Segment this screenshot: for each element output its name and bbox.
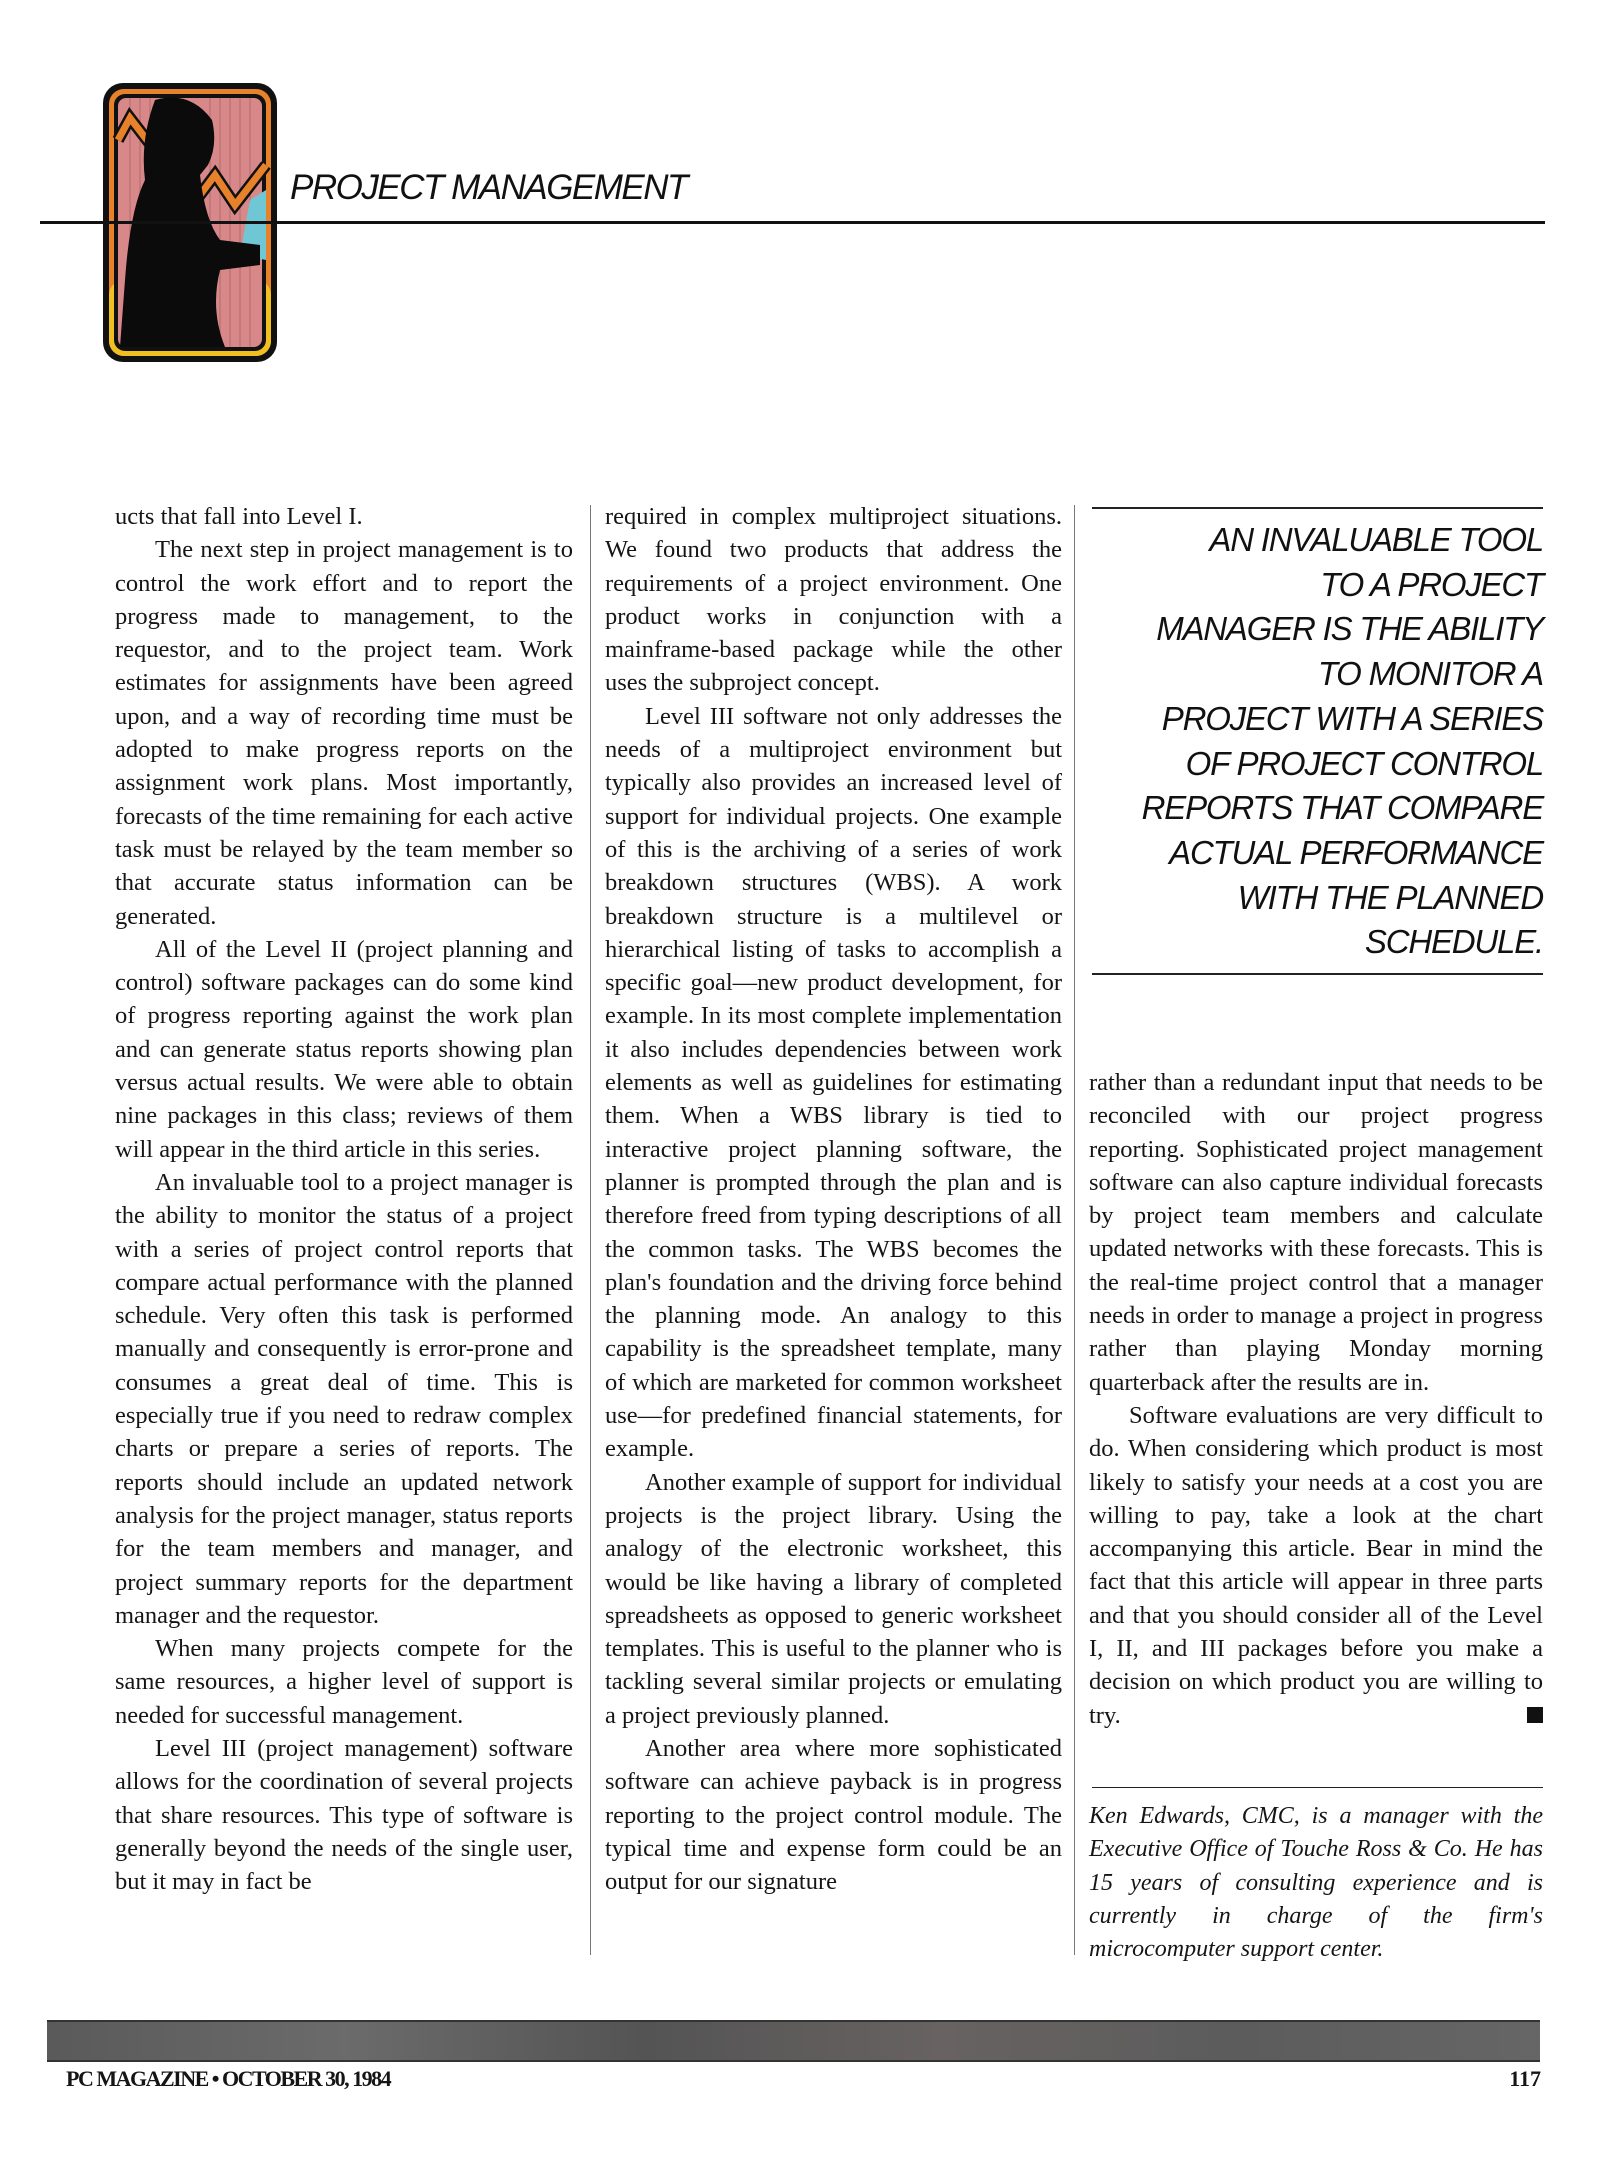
article-column-1 bbox=[115, 500, 573, 1898]
column-divider bbox=[590, 505, 591, 1955]
paragraph: The next step in project management is to control the work effort and to report the progress made to management, to the requestor, and to the project team. Work estimates for assignments have been agreed upon, and a way of recording time must be adopted to make progress reports on the assignment work plans. Most importantly, forecasts of the time remaining for each active task must be relayed by the team member so that accurate status information can be generated. bbox=[115, 536, 573, 930]
paragraph-text: Software evaluations are very difficult to do. When considering which product is most likely to satisfy your needs at a cost you are willing to pay, take a look at the chart accompanying this article. Bear in mind the fact that this article will appear in three parts and that you should consider all of the Level I, II, and III packages before you make a decision on which product you are willing to try. bbox=[1089, 1401, 1543, 1729]
pull-quote-line: OF PROJECT CONTROL bbox=[1185, 744, 1543, 782]
paragraph: Level III software not only addresses the needs of a multiproject environment but typically also provides an increased level of support for individual projects. One example of this is the archiving of a series of work breakdown structures (WBS). A work breakdown structure is a multilevel or hierarchical listing of tasks to accomplish a specific goal—new product development, for example. In its most complete implementation it also includes dependencies between work elements as well as guidelines for estimating them. When a WBS library is tied to interactive project planning software, the planner is prompted through the plan and is therefore freed from typing descriptions of all the common tasks. The WBS becomes the plan's foundation and the driving force behind the planning mode. An analogy to this capability is the spreadsheet template, many of which are marketed for common worksheet use—for predefined financial statements, for example. bbox=[605, 702, 1062, 1463]
paragraph: ucts that fall into Level I. bbox=[115, 503, 363, 530]
pull-quote-line: MANAGER IS THE ABILITY bbox=[1156, 610, 1543, 648]
pull-quote-line: PROJECT WITH A SERIES bbox=[1161, 699, 1543, 737]
pull-quote bbox=[1089, 518, 1543, 965]
end-of-article-square-icon bbox=[1527, 1707, 1543, 1723]
paragraph: Another example of support for individual projects is the project library. Using the analogy of the electronic worksheet, this would be like having a library of completed spreadsheets as opposed to generic worksheet templates. This is useful to the planner who is tackling several similar projects or emulating a project previously planned. bbox=[605, 1468, 1062, 1729]
paragraph: Another area where more sophisticated software can achieve payback is in progress reporting to the project control module. The typical time and expense form could be an output for our signature bbox=[605, 1734, 1062, 1896]
bio-rule bbox=[1092, 1787, 1543, 1788]
pull-quote-top-rule bbox=[1092, 507, 1543, 509]
section-title: PROJECT MANAGEMENT bbox=[290, 168, 687, 207]
paragraph: All of the Level II (project planning and control) software packages can do some kind of progress reporting against the work plan and can generate status reports showing plan versus actual results. We were able to obtain nine packages in this class; reviews of them will appear in the third article in this series. bbox=[115, 935, 573, 1163]
paragraph: Level III (project management) software allows for the coordination of several projects that share resources. This type of software is generally beyond the needs of the single user, but it may in fact be bbox=[115, 1734, 573, 1896]
article-column-2 bbox=[605, 500, 1062, 1898]
column-divider bbox=[1074, 505, 1075, 1955]
pull-quote-line: REPORTS THAT COMPARE bbox=[1141, 789, 1543, 827]
pull-quote-bottom-rule bbox=[1092, 973, 1543, 975]
header-rule bbox=[40, 221, 1545, 224]
paragraph: When many projects compete for the same resources, a higher level of support is needed for successful management. bbox=[115, 1635, 573, 1729]
footer-bar bbox=[47, 2020, 1540, 2062]
author-bio: Ken Edwards, CMC, is a manager with the Executive Office of Touche Ross & Co. He has 15 years of consulting experience and is currently in charge of the firm's microcomputer support center. bbox=[1089, 1803, 1543, 1963]
publication-date: PC MAGAZINE • OCTOBER 30, 1984 bbox=[66, 2066, 391, 2091]
pull-quote-line: WITH THE PLANNED bbox=[1237, 878, 1543, 916]
pull-quote-line: SCHEDULE. bbox=[1364, 923, 1543, 961]
article-column-3 bbox=[1089, 1066, 1543, 1732]
paragraph: required in complex multiproject situations. We found two products that address the requirements of a project environment. One product works in conjunction with a mainframe-based package while the other uses the subproject concept. bbox=[605, 503, 1062, 697]
pull-quote-line: AN INVALUABLE TOOL bbox=[1209, 521, 1543, 558]
paragraph bbox=[1089, 1399, 1543, 1732]
paragraph: An invaluable tool to a project manager is the ability to monitor the status of a project with a series of project control reports that compare actual performance with the planned schedule. Very often this task is performed manually and consequently is error-prone and consumes a great deal of time. This is especially true if you need to redraw complex charts or prepare a series of reports. The reports should include an updated network analysis for the project manager, status reports for the team members and manager, and project summary reports for the department manager and the requestor. bbox=[115, 1168, 573, 1629]
pull-quote-line: TO MONITOR A bbox=[1317, 655, 1543, 693]
page-number: 117 bbox=[1509, 2066, 1541, 2091]
pull-quote-line: TO A PROJECT bbox=[1320, 565, 1543, 603]
pull-quote-line: ACTUAL PERFORMANCE bbox=[1169, 833, 1543, 871]
paragraph: rather than a redundant input that needs to be reconciled with our project progress reporting. Sophisticated project management software can also capture individual forecasts by project team members and calculate updated networks with these forecasts. This is the real-time project control that a manager needs in order to manage a project in progress rather than playing Monday morning quarterback after the results are in. bbox=[1089, 1069, 1543, 1396]
